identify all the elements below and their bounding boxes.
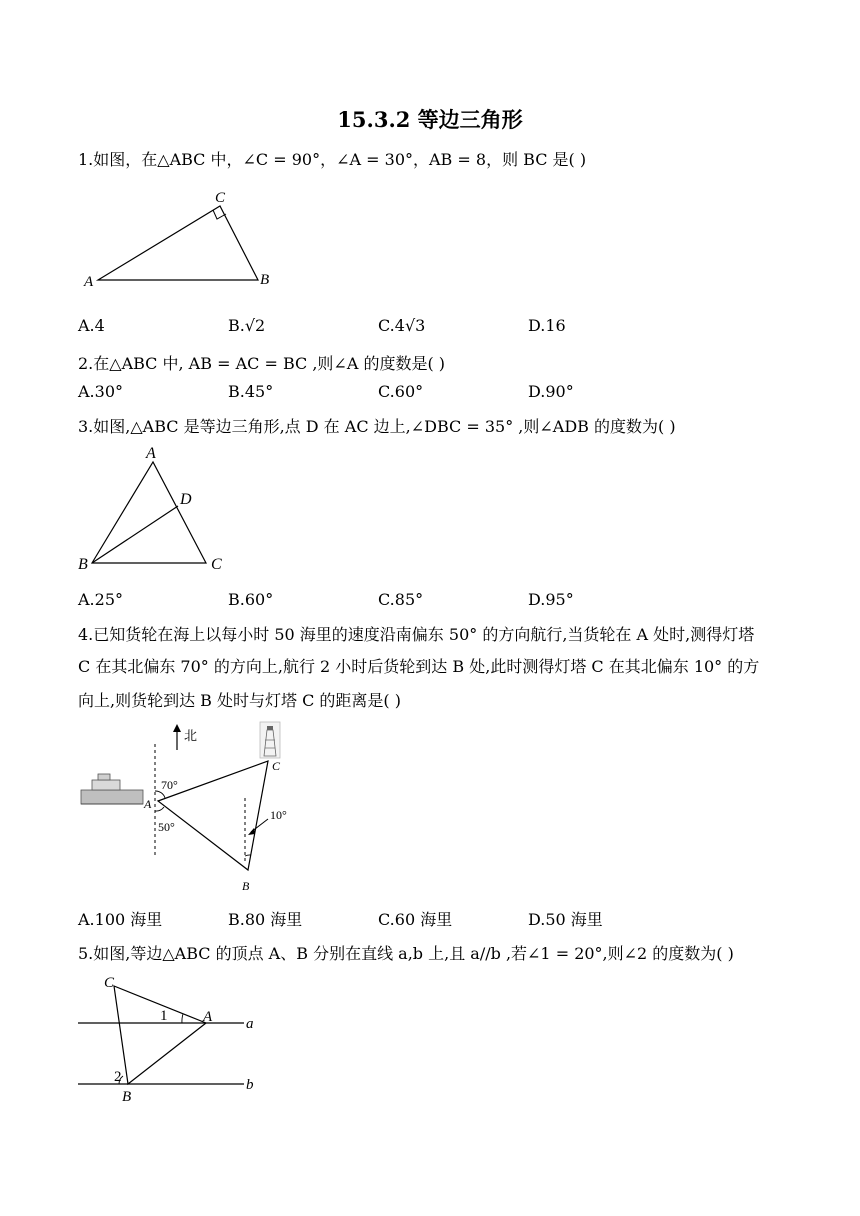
- option-c: C.60°: [378, 382, 424, 401]
- question-4-line-3: 向上,则货轮到达 B 处时与灯塔 C 的距离是( ): [78, 691, 402, 710]
- question-4-figure: [76, 718, 306, 898]
- question-5-figure: [76, 968, 276, 1108]
- question-4-line-1: 4.已知货轮在海上以每小时 50 海里的速度沿南偏东 50° 的方向航行,当货轮在 A 处时,测得灯塔: [78, 625, 755, 644]
- question-2-options: [78, 382, 778, 406]
- option-b: B.45°: [228, 382, 274, 401]
- option-b: B.60°: [228, 590, 274, 609]
- question-2-text: 2.在△ABC 中, AB = AC = BC ,则∠A 的度数是( ): [78, 354, 446, 373]
- page-title: 15.3.2 等边三角形: [337, 107, 523, 132]
- option-b: B.√2: [228, 316, 266, 335]
- fig5-angle-1: 1: [160, 1008, 168, 1024]
- option-c: C.60 海里: [378, 910, 453, 929]
- fig4-angle-70: 70°: [161, 778, 178, 792]
- option-d: D.90°: [528, 382, 574, 401]
- option-a: A.4: [78, 316, 105, 335]
- fig5-angle-2: 2: [114, 1069, 122, 1085]
- option-c: C.4√3: [378, 316, 426, 335]
- question-3-text: 3.如图,△ABC 是等边三角形,点 D 在 AC 边上,∠DBC = 35° ,则∠ADB 的度数为( ): [78, 417, 676, 436]
- question-4-line-2: C 在其北偏东 70° 的方向上,航行 2 小时后货轮到达 B 处,此时测得灯塔 C 在其北偏东 10° 的方: [78, 657, 760, 676]
- fig3-label-a: A: [146, 445, 156, 462]
- question-4-options: [78, 907, 778, 931]
- fig4-label-c: C: [272, 759, 281, 773]
- option-d: D.16: [528, 316, 566, 335]
- fig3-label-c: C: [211, 556, 222, 573]
- option-c: C.85°: [378, 590, 424, 609]
- question-1-options: [78, 316, 778, 340]
- lighthouse-icon: [260, 722, 280, 758]
- ship-icon: [81, 774, 143, 804]
- fig5-label-c: C: [104, 975, 115, 991]
- question-1-text: 1.如图，在△ABC 中，∠C = 90°，∠A = 30°，AB = 8，则 BC 是( ): [78, 150, 587, 169]
- option-b: B.80 海里: [228, 910, 303, 929]
- fig4-north-label: 北: [184, 728, 198, 743]
- question-3-options: [78, 590, 778, 614]
- fig1-label-a: A: [84, 274, 94, 290]
- fig4-angle-10: 10°: [270, 808, 287, 822]
- option-a: A.30°: [78, 382, 123, 401]
- fig4-angle-50: 50°: [158, 820, 175, 834]
- fig1-label-b: B: [260, 272, 270, 288]
- option-a: A.100 海里: [78, 910, 163, 929]
- question-1-figure: [78, 186, 288, 291]
- option-a: A.25°: [78, 590, 123, 609]
- option-d: D.50 海里: [528, 910, 603, 929]
- fig3-label-b: B: [78, 556, 88, 573]
- fig4-label-a: A: [144, 797, 152, 811]
- option-d: D.95°: [528, 590, 574, 609]
- fig5-label-a: A: [203, 1009, 213, 1025]
- question-5-text: 5.如图,等边△ABC 的顶点 A、B 分别在直线 a,b 上,且 a//b ,若∠1 = 20°,则∠2 的度数为( ): [78, 944, 734, 963]
- fig3-label-d: D: [180, 491, 192, 508]
- question-3-figure: [78, 442, 238, 577]
- fig4-label-b: B: [242, 879, 250, 893]
- fig5-label-b: B: [122, 1089, 132, 1105]
- fig5-line-b: b: [246, 1077, 254, 1093]
- fig1-label-c: C: [215, 190, 226, 206]
- fig5-line-a: a: [246, 1016, 254, 1032]
